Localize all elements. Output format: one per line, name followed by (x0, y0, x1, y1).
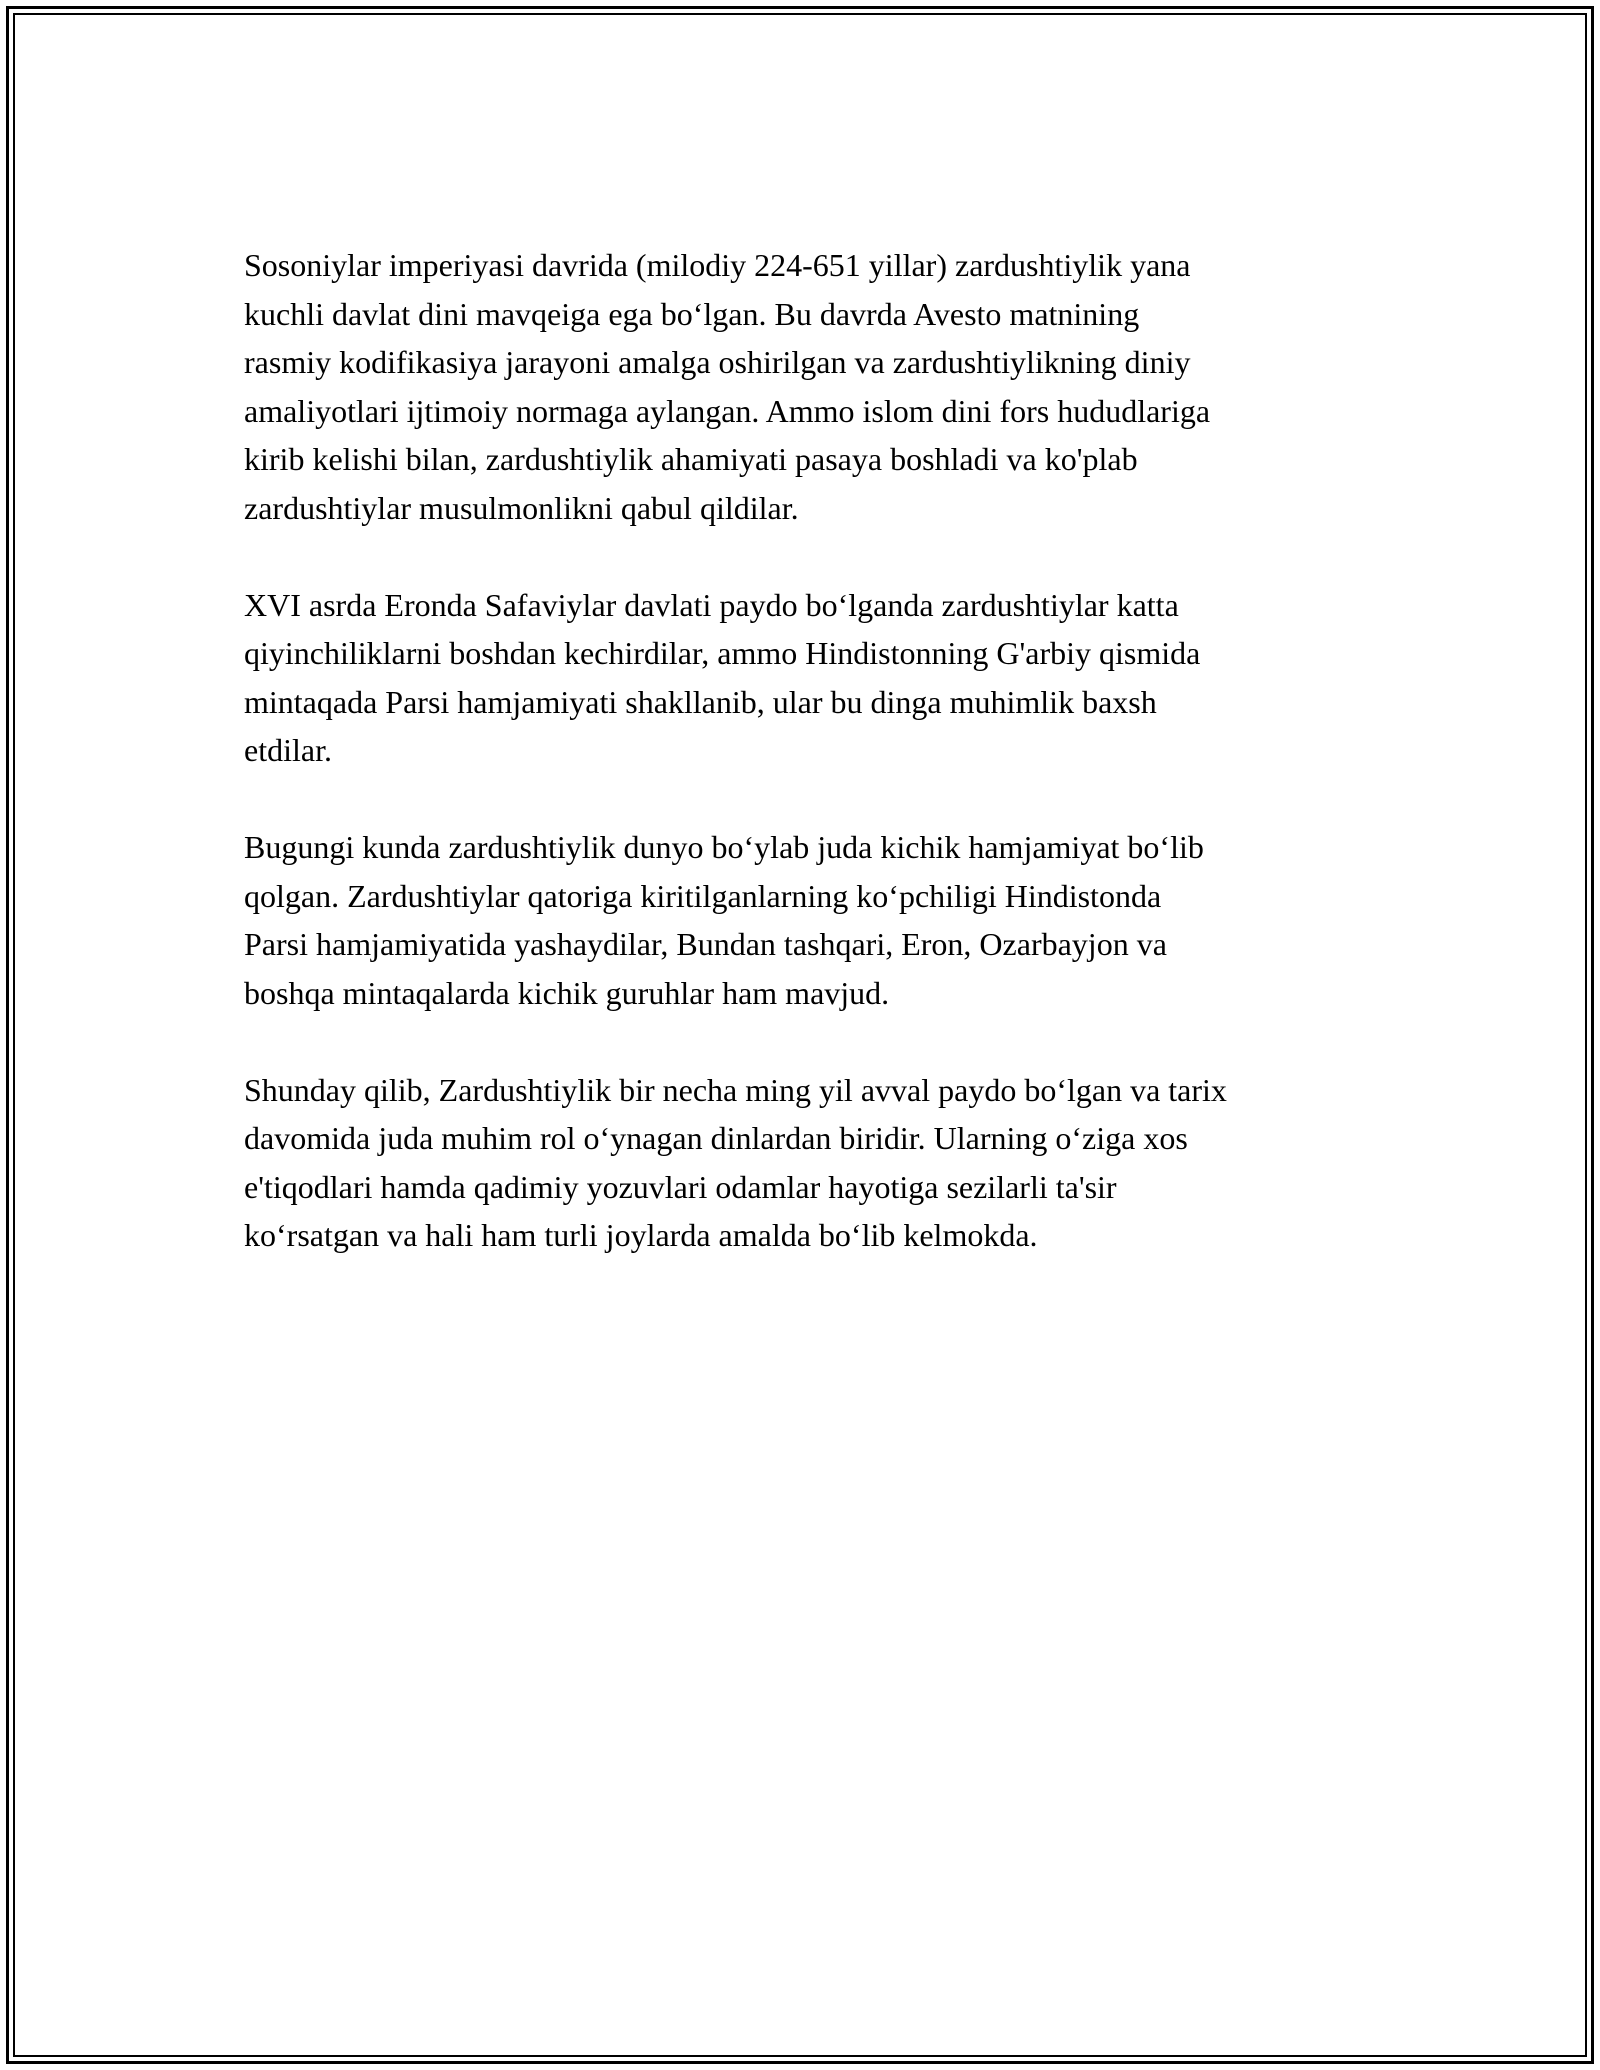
text-line: e'tiqodlari hamda qadimiy yozuvlari odamlar hayotiga sezilarli ta'sir (244, 1168, 1117, 1205)
text-line: kirib kelishi bilan, zardushtiylik ahamiyati pasaya boshladi va ko'plab (244, 441, 1138, 477)
text-line: kuchli davlat dini mavqeiga ega bo‘lgan. Bu davrda Avesto matnining (244, 295, 1140, 332)
paragraph-conclusion (244, 1066, 1384, 1260)
text-line: mintaqada Parsi hamjamiyati shakllanib, ular bu dinga muhimlik baxsh (244, 683, 1157, 720)
paragraph-present-day (244, 823, 1384, 1017)
page-border (6, 6, 1594, 2064)
paragraph-sasanian-era (244, 241, 1384, 532)
text-line: Parsi hamjamiyatida yashaydilar, Bundan tashqari, Eron, Ozarbayjon va (244, 926, 1167, 962)
document-body (244, 241, 1384, 1308)
text-line: ko‘rsatgan va hali ham turli joylarda amalda bo‘lib kelmokda. (244, 1217, 1038, 1253)
text-line: boshqa mintaqalarda kichik guruhlar ham mavjud. (244, 974, 890, 1011)
text-line: amaliyotlari ijtimoiy normaga aylangan. Ammo islom dini fors hududlariga (244, 392, 1211, 429)
text-line: Bugungi kunda zardushtiylik dunyo bo‘ylab juda kichik hamjamiyat bo‘lib (244, 829, 1204, 865)
text-line: rasmiy kodifikasiya jarayoni amalga oshirilgan va zardushtiylikning diniy (244, 344, 1191, 380)
text-line: etdilar. (244, 732, 332, 768)
text-line: qolgan. Zardushtiylar qatoriga kiritilganlarning ko‘pchiligi Hindistonda (244, 877, 1162, 914)
text-line: davomida juda muhim rol o‘ynagan dinlardan biridir. Ularning o‘ziga xos (244, 1120, 1188, 1156)
text-line: XVI asrda Eronda Safaviylar davlati paydo bo‘lganda zardushtiylar katta (244, 586, 1179, 623)
text-line: zardushtiylar musulmonlikni qabul qildilar. (244, 489, 799, 526)
paragraph-safavid-era (244, 581, 1384, 775)
text-line: qiyinchiliklarni boshdan kechirdilar, ammo Hindistonning G'arbiy qismida (244, 635, 1201, 671)
text-line: Shunday qilib, Zardushtiylik bir necha ming yil avval paydo bo‘lgan va tarix (244, 1071, 1227, 1108)
text-line: Sosoniylar imperiyasi davrida (milodiy 224-651 yillar) zardushtiylik yana (244, 247, 1191, 283)
